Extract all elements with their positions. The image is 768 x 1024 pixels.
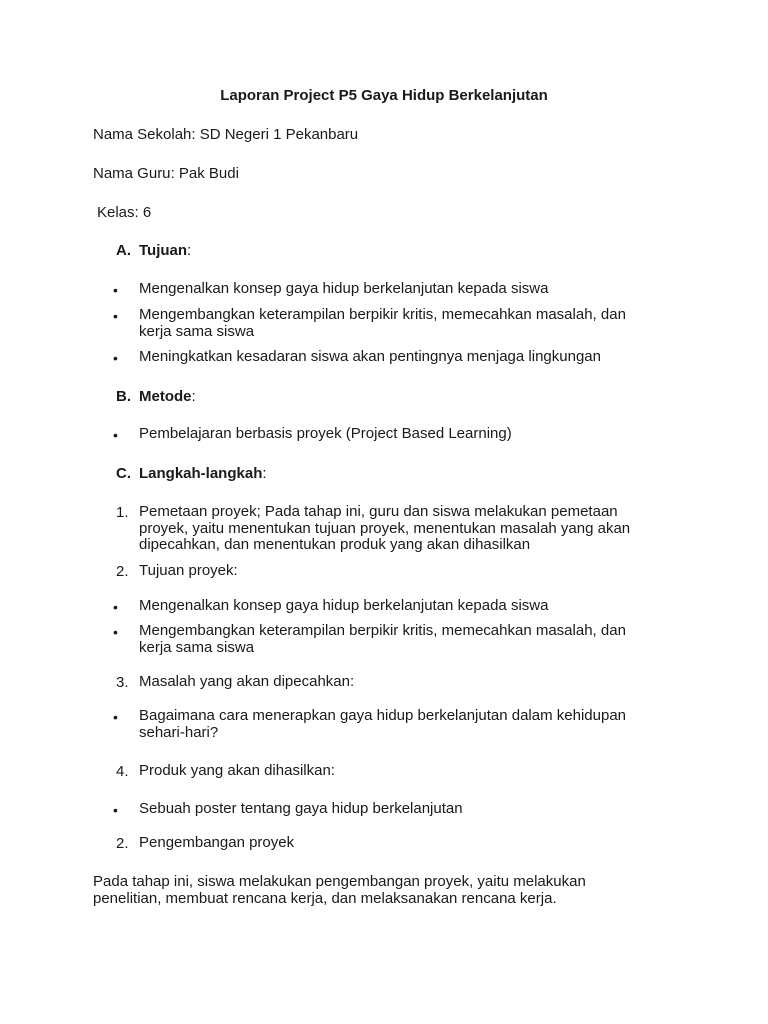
step-2-bullet-2: Mengembangkan keterampilan berpikir kritis, memecahkan masalah, dan kerja sama siswa <box>139 622 626 656</box>
step-3-bullet-1: Bagaimana cara menerapkan gaya hidup berkelanjutan dalam kehidupan sehari-hari? <box>139 707 627 741</box>
document-title: Laporan Project P5 Gaya Hidup Berkelanjutan <box>220 87 548 104</box>
closing-paragraph: Pada tahap ini, siswa melakukan pengembangan proyek, yaitu melakukan penelitian, membuat rencana kerja, dan melaksanakan rencana kerja. <box>93 873 586 907</box>
bullet-glyph: • <box>113 427 118 443</box>
step-4-bullet-1: Sebuah poster tentang gaya hidup berkelanjutan <box>139 800 463 817</box>
section-c-heading-text: Langkah-langkah <box>139 465 263 482</box>
section-b-heading <box>139 388 196 405</box>
bullet-glyph: • <box>113 802 118 818</box>
step-2-bullet-1: Mengenalkan konsep gaya hidup berkelanjutan kepada siswa <box>139 597 549 614</box>
section-c-letter: C. <box>116 465 131 482</box>
step-5-text: Pengembangan proyek <box>139 834 295 851</box>
bullet-glyph: • <box>113 599 118 615</box>
step-1-text: Pemetaan proyek; Pada tahap ini, guru dan siswa melakukan pemetaan proyek, yaitu menentukan tujuan proyek, menentukan masalah yang akan dipecahkan, dan menentukan produk yang akan dihasilkan <box>139 503 631 553</box>
grade-level: Kelas: 6 <box>97 204 152 221</box>
bullet-glyph: • <box>113 308 118 324</box>
section-a-colon: : <box>187 242 192 259</box>
step-3-text: Masalah yang akan dipecahkan: <box>139 673 355 690</box>
step-2-text: Tujuan proyek: <box>139 562 238 579</box>
step-2-number: 2. <box>116 563 129 580</box>
teacher-name: Nama Guru: Pak Budi <box>93 165 239 182</box>
school-name: Nama Sekolah: SD Negeri 1 Pekanbaru <box>93 126 359 143</box>
section-a-letter: A. <box>116 242 131 259</box>
step-4-text: Produk yang akan dihasilkan: <box>139 762 335 779</box>
section-c-heading <box>139 465 267 482</box>
section-a-bullet-1: Mengenalkan konsep gaya hidup berkelanjutan kepada siswa <box>139 280 549 297</box>
bullet-glyph: • <box>113 350 118 366</box>
section-b-letter: B. <box>116 388 131 405</box>
bullet-glyph: • <box>113 282 118 298</box>
bullet-glyph: • <box>113 624 118 640</box>
section-a-heading <box>139 242 191 259</box>
section-b-colon: : <box>191 388 196 405</box>
section-a-heading-text: Tujuan <box>139 242 188 259</box>
section-c-colon: : <box>262 465 267 482</box>
section-b-heading-text: Metode <box>139 388 192 405</box>
bullet-glyph: • <box>113 709 118 725</box>
step-1-number: 1. <box>116 504 129 521</box>
step-4-number: 4. <box>116 763 129 780</box>
section-a-bullet-2: Mengembangkan keterampilan berpikir kritis, memecahkan masalah, dan kerja sama siswa <box>139 306 626 340</box>
section-a-bullet-3: Meningkatkan kesadaran siswa akan pentingnya menjaga lingkungan <box>139 348 601 365</box>
step-5-number: 2. <box>116 835 129 852</box>
step-3-number: 3. <box>116 674 129 691</box>
section-b-bullet-1: Pembelajaran berbasis proyek (Project Based Learning) <box>139 425 512 442</box>
